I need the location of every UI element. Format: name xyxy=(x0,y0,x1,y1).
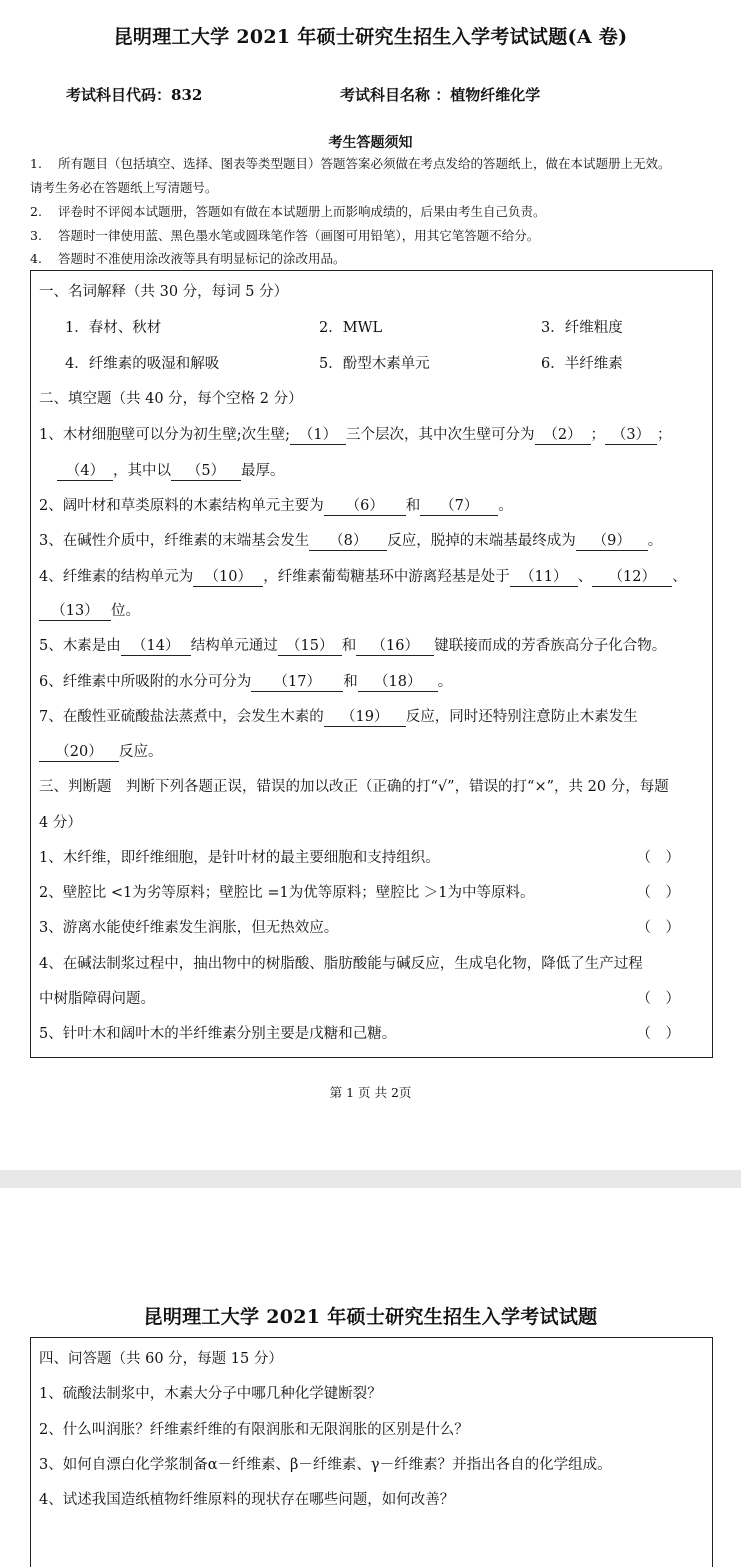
fill-question-1 xyxy=(39,423,672,445)
notice-text: 答题时不准使用涂改液等具有明显标记的涂改用品。 xyxy=(58,251,346,266)
exam-page-2 xyxy=(0,1188,741,1551)
fill-question-2 xyxy=(39,494,513,516)
answer-parentheses: （ ） xyxy=(636,1026,680,1042)
blank: （14） xyxy=(121,638,191,656)
page-separator xyxy=(0,1170,741,1188)
blank: （4） xyxy=(57,463,113,481)
notice-text: 答题时一律使用蓝、黑色墨水笔或圆珠笔作答（画图可用铅笔），用其它笔答题不给分。 xyxy=(58,228,540,243)
question-text: ； xyxy=(657,427,672,443)
blank: （1） xyxy=(290,427,346,445)
notice-item xyxy=(30,156,671,172)
blank: （13） xyxy=(39,603,111,621)
subject-name: 考试科目名称 ：植物纤维化学 xyxy=(340,86,541,104)
section3-heading: 三、判断题 判断下列各题正误，错误的加以改正（正确的打“√”，错误的打“×”，共 20 分，每题 xyxy=(39,779,669,795)
notice-item xyxy=(30,204,546,220)
blank: （19） xyxy=(324,709,406,727)
essay-question: 2、什么叫润胀？纤维素纤维的有限润胀和无限润胀的区别是什么？ xyxy=(39,1422,469,1438)
exam-title: 昆明理工大学 2021 年硕士研究生招生入学考试试题(A 卷) xyxy=(113,26,628,48)
blank: （3） xyxy=(605,427,657,445)
question-text: 。 xyxy=(498,498,513,514)
term-item: 6．半纤维素 xyxy=(541,356,623,372)
fill-question-7 xyxy=(39,705,638,727)
question-text: 和 xyxy=(343,674,358,690)
term-item: 1．春材、秋材 xyxy=(65,320,162,336)
notice-item-continued: 请考生务必在答题纸上写清题号。 xyxy=(30,180,218,195)
blank: （9） xyxy=(576,533,648,551)
judge-item: 4、在碱法制浆过程中，抽出物中的树脂酸、脂肪酸能与碱反应，生成皂化物，降低了生产过程 xyxy=(39,956,643,972)
notice-item xyxy=(30,228,539,244)
blank: （10） xyxy=(193,569,263,587)
notice-text: 评卷时不评阅本试题册，答题如有做在本试题册上而影响成绩的，后果由考生自己负责。 xyxy=(58,204,546,219)
notice-number: 1. xyxy=(30,156,42,171)
section4-heading: 四、问答题（共 60 分，每题 15 分） xyxy=(39,1351,283,1367)
term-item: 4．纤维素的吸湿和解吸 xyxy=(65,356,220,372)
question-text: 反应，同时还特别注意防止木素发生 xyxy=(405,709,638,725)
question-text: 和 xyxy=(405,498,421,514)
question-text: 反应，脱掉的末端基最终成为 xyxy=(387,533,576,549)
exam-title: 昆明理工大学 2021 年硕士研究生招生入学考试试题 xyxy=(143,1306,598,1328)
section2-heading: 二、填空题（共 40 分，每个空格 2 分） xyxy=(39,391,303,407)
notice-item xyxy=(30,251,346,267)
blank: （15） xyxy=(278,638,342,656)
term-item: 3．纤维粗度 xyxy=(541,320,623,336)
subject-code: 考试科目代码：832 xyxy=(66,86,203,104)
fill-question-4-continued xyxy=(39,599,140,621)
blank: （7） xyxy=(420,498,498,516)
question-text: 键联接而成的芳香族高分子化合物。 xyxy=(434,638,667,654)
question-text: ； xyxy=(590,427,605,443)
blank: （5） xyxy=(171,463,241,481)
question-text: 7、在酸性亚硫酸盐法蒸煮中，会发生木素的 xyxy=(39,709,324,725)
question-text: 。 xyxy=(647,533,663,549)
judge-item: 1、木纤维，即纤维细胞，是针叶材的最主要细胞和支持组织。 xyxy=(39,850,440,866)
question-box xyxy=(30,1337,713,1567)
blank: （20） xyxy=(39,744,119,762)
question-text: 1、木材细胞壁可以分为初生壁;次生壁; xyxy=(39,427,290,443)
question-text: 、 xyxy=(672,569,687,585)
judge-item: 5、针叶木和阔叶木的半纤维素分别主要是戊糖和己糖。 xyxy=(39,1026,397,1042)
question-text: 三个层次，其中次生壁可分为 xyxy=(346,427,535,443)
question-text: 结构单元通过 xyxy=(190,638,278,654)
question-text: 6、纤维素中所吸附的水分可分为 xyxy=(39,674,252,690)
notice-text: 所有题目（包括填空、选择、图表等类型题目）答题答案必须做在考点发给的答题纸上，做在本试题册上无效。 xyxy=(58,156,671,171)
essay-question: 4、试述我国造纸植物纤维原料的现状存在哪些问题，如何改善？ xyxy=(39,1492,455,1508)
question-text: 和 xyxy=(341,638,357,654)
fill-question-7-continued xyxy=(39,740,163,762)
blank: （17） xyxy=(251,674,343,692)
question-text: 3、在碱性介质中，纤维素的末端基会发生 xyxy=(39,533,310,549)
fill-question-3 xyxy=(39,529,662,551)
answer-parentheses: （ ） xyxy=(636,885,680,901)
fill-question-6 xyxy=(39,670,452,692)
blank: （8） xyxy=(309,533,387,551)
notice-title: 考生答题须知 xyxy=(328,135,413,151)
essay-question: 3、如何自漂白化学浆制备α－纤维素、β－纤维素、γ－纤维素？并指出各自的化学组成。 xyxy=(39,1457,612,1473)
question-text: 4、纤维素的结构单元为 xyxy=(39,569,194,585)
question-box xyxy=(30,270,713,1058)
blank: （12） xyxy=(592,569,672,587)
blank: （16） xyxy=(356,638,434,656)
blank: （11） xyxy=(510,569,578,587)
section1-heading: 一、名词解释（共 30 分，每词 5 分） xyxy=(39,284,289,300)
term-item: 2．MWL xyxy=(319,320,383,336)
notice-number: 4. xyxy=(30,251,42,266)
fill-question-5 xyxy=(39,634,666,656)
question-text: 最厚。 xyxy=(241,463,285,479)
question-text: 位。 xyxy=(111,603,140,619)
blank: （6） xyxy=(324,498,406,516)
question-text: 、 xyxy=(577,569,593,585)
judge-item: 3、游离水能使纤维素发生润胀，但无热效应。 xyxy=(39,920,339,936)
fill-question-4 xyxy=(39,565,687,587)
question-text: 。 xyxy=(437,674,453,690)
answer-parentheses: （ ） xyxy=(636,991,680,1007)
section3-heading-continued: 4 分） xyxy=(39,815,82,831)
answer-parentheses: （ ） xyxy=(636,920,680,936)
fill-question-1-continued xyxy=(57,459,285,481)
question-text: 反应。 xyxy=(119,744,163,760)
judge-item: 2、壁腔比 <1为劣等原料；壁腔比 =1为优等原料；壁腔比 ＞1为中等原料。 xyxy=(39,885,535,901)
page-footer: 第 1 页 共 2页 xyxy=(329,1085,412,1100)
judge-item-continued: 中树脂障碍问题。 xyxy=(39,991,155,1007)
question-text: 2、阔叶材和草类原料的木素结构单元主要为 xyxy=(39,498,324,514)
notice-number: 3. xyxy=(30,228,42,243)
blank: （18） xyxy=(358,674,438,692)
question-text: ，其中以 xyxy=(113,463,171,479)
blank: （2） xyxy=(535,427,591,445)
question-text: 5、木素是由 xyxy=(39,638,121,654)
notice-number: 2. xyxy=(30,204,42,219)
term-item: 5．酚型木素单元 xyxy=(319,356,430,372)
answer-parentheses: （ ） xyxy=(636,850,680,866)
question-text: ，纤维素葡萄糖基环中游离羟基是处于 xyxy=(263,569,510,585)
essay-question: 1、硫酸法制浆中，木素大分子中哪几种化学键断裂？ xyxy=(39,1386,382,1402)
